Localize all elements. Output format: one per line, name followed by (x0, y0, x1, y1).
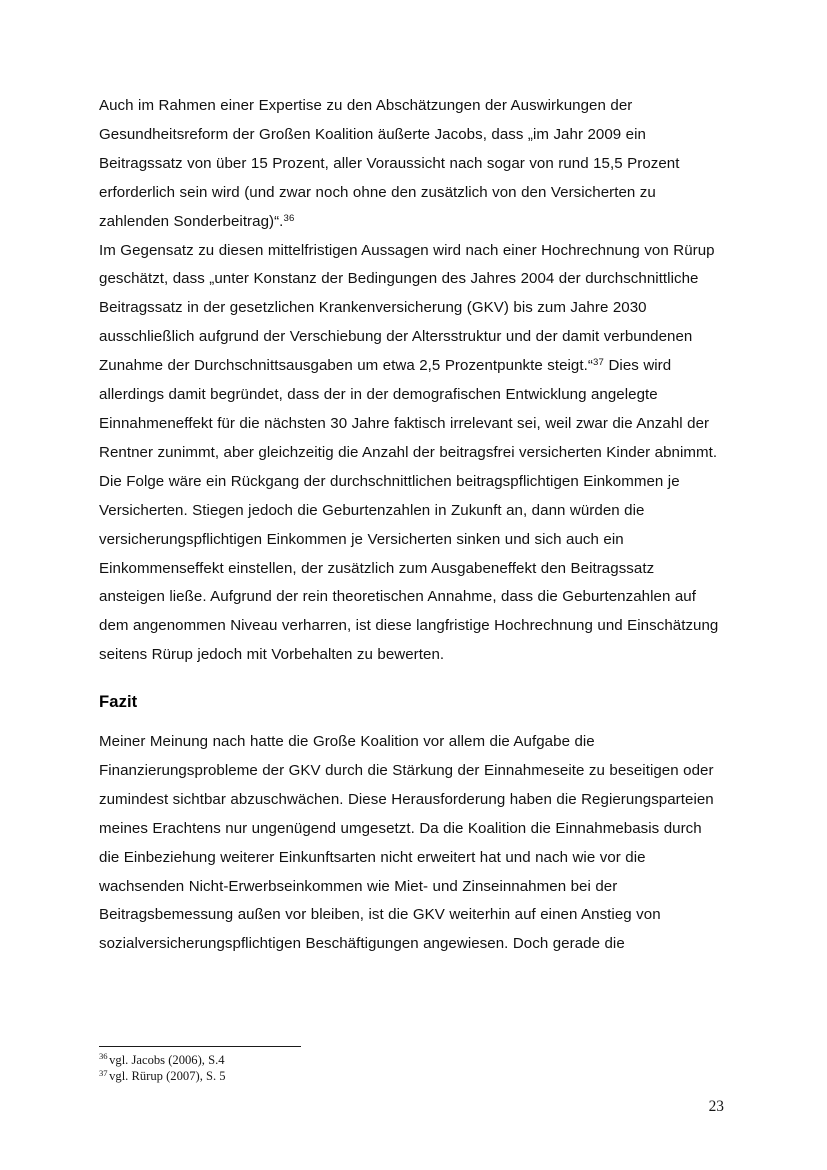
paragraph-text-continued: Dies wird allerdings damit begründet, dass der in der demografischen Entwicklung angelegte Einnahmeneffekt für die nächsten 30 Jahre faktisch irrelevant sei, weil zwar die Anzahl der Rentner zunimmt, aber gleichzeitig die Anzahl der beitragsfrei versicherten Kinder abnimmt. Die Folge wäre ein Rückgang der durchschnittlichen beitragspflichtigen Einkommen je Versicherten. Stiegen jedoch die Geburtenzahlen in Zukunft an, dann würden die versicherungspflichtigen Einkommen je Versicherten sinken und sich auch ein Einkommenseffekt einstellen, der zusätzlich zum Ausgabeneffekt den Beitragssatz ansteigen ließe. Aufgrund der rein theoretischen Annahme, dass die Geburtenzahlen auf dem angenommen Niveau verharren, ist diese langfristige Hochrechnung und Einschätzung seitens Rürup jedoch mit Vorbehalten zu bewerten. (99, 357, 719, 664)
paragraph-ruerup-hochrechnung (99, 237, 724, 671)
footnote-number: 37 (99, 1067, 108, 1078)
page-number: 23 (708, 1098, 724, 1115)
paragraph-text: Im Gegensatz zu diesen mittelfristigen Aussagen wird nach einer Hochrechnung von Rürup geschätzt, dass „unter Konstanz der Bedingungen des Jahres 2004 der durchschnittliche Beitragssatz in der gesetzlichen Krankenversicherung (GKV) bis zum Jahre 2030 ausschließlich aufgrund der Verschiebung der Altersstruktur und der damit verbundenen Zunahme der Durchschnittsausgaben um etwa 2,5 Prozentpunkte steigt.“ (99, 241, 715, 375)
footnote-number: 36 (99, 1051, 108, 1062)
paragraph-text: Auch im Rahmen einer Expertise zu den Abschätzungen der Auswirkungen der Gesundheitsreform der Großen Koalition äußerte Jacobs, dass „im Jahr 2009 ein Beitragssatz von über 15 Prozent, aller Voraussicht nach sogar von rund 15,5 Prozent erforderlich sein wird (und zwar noch ohne den zusätzlich von den Versicherten zu zahlenden Sonderbeitrag)“. (99, 97, 680, 230)
footnote-reference-37[interactable]: 37 (592, 357, 605, 369)
footnote-reference-36[interactable]: 36 (283, 212, 295, 224)
footnote-text: vgl. Rürup (2007), S. 5 (109, 1069, 226, 1084)
footnote-area (99, 1046, 724, 1085)
section-heading-fazit: Fazit (99, 692, 138, 712)
paragraph-jacobs-expertise (99, 92, 724, 237)
footnote-separator-rule (99, 1046, 301, 1047)
footnote-list (99, 1052, 724, 1085)
footnote-text: vgl. Jacobs (2006), S.4 (109, 1053, 225, 1067)
footnote-item (99, 1052, 724, 1068)
paragraph-fazit-body: Meiner Meinung nach hatte die Große Koalition vor allem die Aufgabe die Finanzierungsprobleme der GKV durch die Stärkung der Einnahmeseite zu beseitigen oder zumindest sichtbar abzuschwächen. Diese Herausforderung haben die Regierungsparteien meines Erachtens nur ungenügend umgesetzt. Da die Koalition die Einnahmebasis durch die Einbeziehung weiterer Einkunftsarten nicht erweitert hat und nach wie vor die wachsenden Nicht-Erwerbseinkommen wie Miet- und Zinseinnahmen bei der Beitragsbemessung außen vor bleiben, ist die GKV weiterhin auf einen Anstieg von sozialversicherungspflichtigen Beschäftigungen angewiesen. Doch gerade die (99, 733, 714, 953)
footnote-item (99, 1068, 724, 1084)
document-body (99, 92, 724, 959)
